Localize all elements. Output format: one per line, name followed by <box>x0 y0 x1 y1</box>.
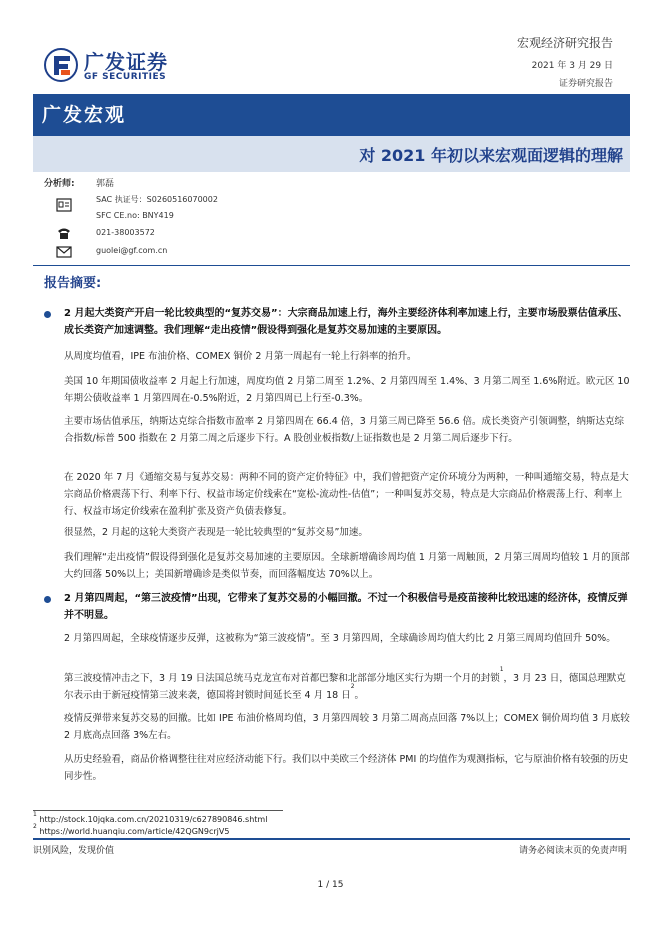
bullet-icon <box>44 311 51 318</box>
summary-heading: 报告摘要: <box>44 276 102 291</box>
email-link[interactable]: guolei@gf.com.cn <box>96 246 168 255</box>
report-title: 对 2021 年初以来宏观面逻辑的理解 <box>359 146 623 165</box>
footnote-2[interactable]: $^2$ https://world.huanqiu.com/article/42QGN9crjV5 <box>33 823 230 836</box>
paragraph: 主要市场估值承压，纳斯达克综合指数市盈率 2 月第四周在 66.4 倍，3 月第三周已降至 56.6 倍。成长类资产引领调整，纳斯达克综合指数/标普 500 指数在 2 月第二周之后逐步下行。A 股创业板指数/上证指数也是 2 月第二周后逐步下行。 <box>64 416 625 444</box>
divider <box>33 265 630 266</box>
sac-number: SAC 执证号：S0260516070002 <box>96 195 218 204</box>
paragraph: 2 月第四周起，全球疫情逐步反弹，这被称为“第三波疫情”。至 3 月第四周，全球确诊周均值大约比 2 月第三周周均值回升 50%。 <box>64 633 616 644</box>
report-type: 宏观经济研究报告 <box>516 36 613 50</box>
report-subtype: 证券研究报告 <box>558 79 613 89</box>
banner-title: 广发宏观 <box>42 104 127 126</box>
footer-divider <box>33 838 630 840</box>
page-number: 1 / 15 <box>317 880 344 890</box>
report-date: 2021 年 3 月 29 日 <box>531 61 613 71</box>
logo-text-cn: 广发证券 <box>84 50 168 74</box>
paragraph-with-footnotes: 第三波疫情冲击之下，3 月 19 日法国总统马克龙宣布对首都巴黎和北部部分地区实行为期一个月的封锁$^1$，3 月 23 日，德国总理默克尔表示由于新冠疫情第三波来袭，德国将封锁时间延长至 4 月 18 日$^2$。 <box>64 666 626 701</box>
gf-logo-icon <box>44 48 78 82</box>
summary-bullet-2: 2 月第四周起，“第三波疫情”出现，它带来了复苏交易的小幅回撤。不过一个积极信号是疫苗接种比较迅速的经济体，疫情反弹并不明显。 <box>64 593 628 621</box>
footer-slogan: 识别风险，发现价值 <box>33 846 115 856</box>
footnote-divider <box>33 810 283 811</box>
paragraph: 我们理解“走出疫情”假设得到强化是复苏交易加速的主要原因。全球新增确诊周均值 1 月第一周触顶，2 月第三周周均值较 1 月的顶部大约回落 50%以上；美国新增确诊是类似节奏，而回落幅度达 70%以上。 <box>64 552 630 580</box>
mail-icon <box>56 245 72 259</box>
footnote-ref[interactable]: 2 <box>350 683 355 690</box>
id-card-icon <box>56 198 72 212</box>
summary-bullet-1: 2 月起大类资产开启一轮比较典型的“复苏交易”：大宗商品加速上行，海外主要经济体利率加速上行，主要市场股票估值承压、成长类资产加速调整。我们理解“走出疫情”假设得到强化是复苏交易加速的主要原因。 <box>64 308 628 336</box>
paragraph: 从历史经验看，商品价格调整往往对应经济动能下行。我们以中美欧三个经济体 PMI 的均值作为观测指标，它与原油价格有较强的历史同步性。 <box>64 754 629 782</box>
footer-disclaimer: 请务必阅读末页的免责声明 <box>518 846 627 856</box>
paragraph: 从周度均值看，IPE 布油价格、COMEX 铜价 2 月第一周起有一轮上行斜率的抬升。 <box>64 351 417 362</box>
analyst-name: 郭磊 <box>96 179 115 189</box>
paragraph: 疫情反弹带来复苏交易的回撤。比如 IPE 布油价格周均值，3 月第四周较 3 月第二周高点回落 7%以上；COMEX 铜价周均值 3 月底较 2 月底高点回落 3%左右。 <box>64 713 630 741</box>
phone-number: 021-38003572 <box>96 228 155 237</box>
analyst-label: 分析师: <box>44 179 75 189</box>
footnote-ref[interactable]: 1 <box>499 666 504 673</box>
paragraph: 美国 10 年期国债收益率 2 月起上行加速，周度均值 2 月第二周至 1.2%、2 月第四周至 1.4%、3 月第二周至 1.6%附近。欧元区 10 年期公债收益率 1 月第四周在-0.5%附近，2 月第四周已上行至-0.3%。 <box>64 376 630 404</box>
paragraph: 很显然，2 月起的这轮大类资产表现是一轮比较典型的“复苏交易”加速。 <box>64 527 368 538</box>
paragraph: 在 2020 年 7 月《通缩交易与复苏交易：两种不同的资产定价特征》中，我们曾把资产定价环境分为两种，一种叫通缩交易，特点是大宗商品价格震荡下行、利率下行、权益市场定价线索在“宽松-流动性-估值”；一种叫复苏交易，特点是大宗商品价格震荡上行、利率上行、权益市场定价线索在盈利扩张及资产负债表修复。 <box>64 472 629 517</box>
sfc-number: SFC CE.no: BNY419 <box>96 211 174 220</box>
bullet-icon <box>44 596 51 603</box>
logo-text-en: GF SECURITIES <box>84 72 167 82</box>
footnote-1[interactable]: $^1$ http://stock.10jqka.com.cn/20210319/c627890846.shtml <box>33 811 268 824</box>
phone-icon <box>56 226 72 240</box>
